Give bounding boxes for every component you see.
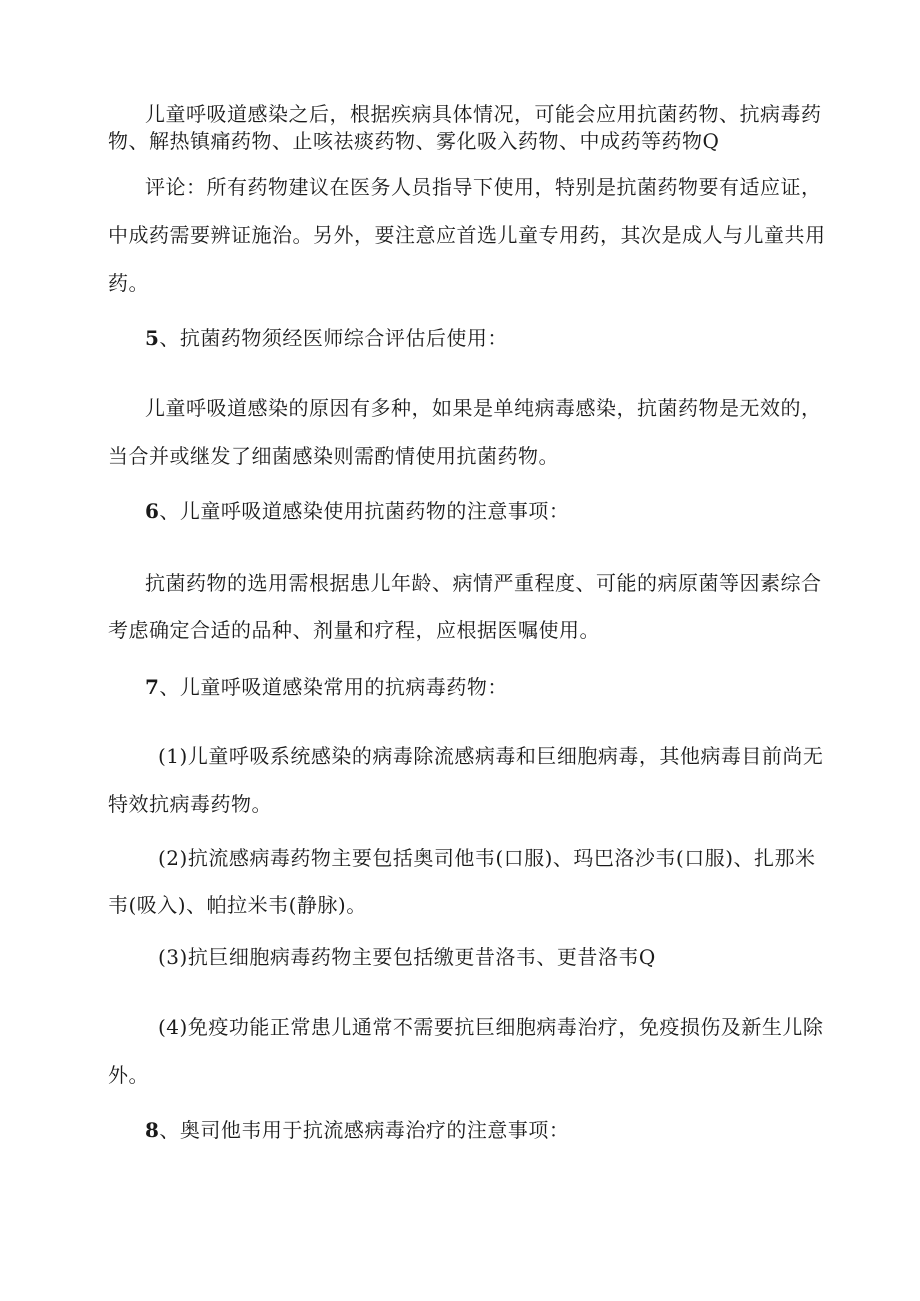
section-7-number: 7: [145, 675, 160, 699]
section-6-title: 、儿童呼吸道感染使用抗菌药物的注意事项：: [159, 499, 570, 523]
section-8-title: 、奥司他韦用于抗流感病毒治疗的注意事项：: [159, 1118, 570, 1142]
section-7-item-4-line-2: 外。: [108, 1063, 149, 1087]
section-7-item-1-line-2: 特效抗病毒药物。: [108, 792, 272, 816]
section-6-line-1: 抗菌药物的选用需根据患儿年龄、病情严重程度、可能的病原菌等因素综合: [145, 571, 822, 595]
section-7-heading: [145, 677, 508, 697]
section-5-title: 、抗菌药物须经医师综合评估后使用：: [159, 326, 508, 350]
section-6-line-2: 考虑确定合适的品种、剂量和疗程，应根据医嘱使用。: [108, 618, 600, 642]
section-8-number: 8: [145, 1118, 160, 1142]
intro-line-1: 儿童呼吸道感染之后，根据疾病具体情况，可能会应用抗菌药物、抗病毒药: [145, 102, 822, 126]
section-5-heading: [145, 328, 508, 348]
section-7-item-3-line-1: (3)抗巨细胞病毒药物主要包括缴更昔洛韦、更昔洛韦Q: [158, 945, 656, 969]
comment-line-2: 中成药需要辨证施治。另外，要注意应首选儿童专用药，其次是成人与儿童共用: [108, 223, 826, 247]
section-7-title: 、儿童呼吸道感染常用的抗病毒药物：: [159, 675, 508, 699]
section-7-item-1-line-1: (1)儿童呼吸系统感染的病毒除流感病毒和巨细胞病毒，其他病毒目前尚无: [158, 744, 824, 768]
intro-line-2: 物、解热镇痛药物、止咳祛痰药物、雾化吸入药物、中成药等药物Q: [108, 129, 720, 153]
comment-line-1: 评论：所有药物建议在医务人员指导下使用，特别是抗菌药物要有适应证，: [145, 175, 822, 199]
section-5-line-1: 儿童呼吸道感染的原因有多种，如果是单纯病毒感染，抗菌药物是无效的，: [145, 396, 822, 420]
section-6-heading: [145, 501, 569, 521]
comment-line-3: 药。: [108, 271, 149, 295]
section-7-item-2-line-2: 韦(吸入)、帕拉米韦(静脉)。: [108, 893, 367, 917]
section-7-item-4-line-1: (4)免疫功能正常患儿通常不需要抗巨细胞病毒治疗，免疫损伤及新生儿除: [158, 1015, 824, 1039]
section-7-item-2-line-1: (2)抗流感病毒药物主要包括奥司他韦(口服)、玛巴洛沙韦(口服)、扎那米: [158, 846, 816, 870]
section-5-line-2: 当合并或继发了细菌感染则需酌情使用抗菌药物。: [108, 444, 559, 468]
section-5-number: 5: [145, 326, 160, 350]
section-8-heading: [145, 1120, 569, 1140]
section-6-number: 6: [145, 499, 160, 523]
